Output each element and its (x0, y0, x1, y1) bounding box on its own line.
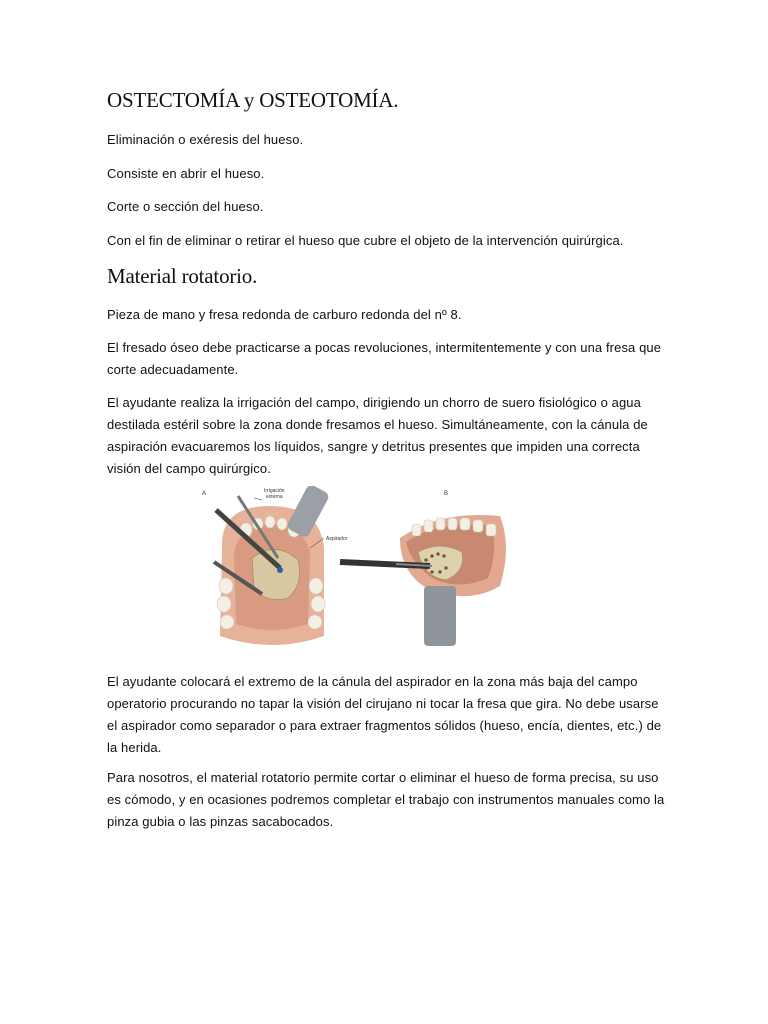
section-title-material-rotatorio: Material rotatorio. (107, 264, 258, 288)
paragraph-aspirador: El ayudante colocará el extremo de la cánula del aspirador en la zona más baja del campo operatorio procurando no tapar la visión del cirujano ni tocar la fresa que gira. No debe usarse el aspirador como separador o para extraer fragmentos sólidos (hueso, encía, dientes, etc.) de la herida. (107, 674, 662, 755)
figure-panel-b-label: B (444, 491, 449, 497)
paragraph-definition-3: Corte o sección del hueso. (107, 199, 264, 214)
paragraph-definition-2: Consiste en abrir el hueso. (107, 166, 265, 181)
paragraph-irrigation: El ayudante realiza la irrigación del campo, dirigiendo un chorro de suero fisiológico o agua destilada estéril sobre la zona donde fresamos el hueso. Simultáneamente, con la cánula de aspiración evacuaremos los líquidos, sangre y detritus presentes que impiden una correcta visión del campo quirúrgico. (107, 395, 648, 476)
paragraph-conclusion: Para nosotros, el material rotatorio permite cortar o eliminar el hueso de forma precisa, su uso es cómodo, y en ocasiones podremos completar el trabajo con instrumentos manuales como la pinza gubia o las pinzas sacabocados. (107, 770, 665, 829)
panel-b-drawing (340, 515, 506, 646)
paragraph-fresado: El fresado óseo debe practicarse a pocas revoluciones, intermitentemente y con una fresa que corte adecuadamente. (107, 340, 662, 377)
paragraph-definition-1: Eliminación o exéresis del hueso. (107, 132, 304, 147)
panel-a-drawing (214, 486, 348, 645)
section-title-ostectomia: OSTECTOMÍA y OSTEOTOMÍA. (107, 88, 399, 112)
callout-aspirator: Aspirador (326, 536, 348, 542)
figure-panel-a-label: A (202, 491, 207, 497)
paragraph-instrument: Pieza de mano y fresa redonda de carburo redonda del nº 8. (107, 307, 462, 322)
callout-irrigation-line1: Irrigación (264, 488, 285, 494)
surgical-illustration (200, 486, 516, 656)
paragraph-definition-4: Con el fin de eliminar o retirar el hueso que cubre el objeto de la intervención quirúrgica. (107, 233, 624, 248)
callout-irrigation-line2: externa (266, 494, 283, 500)
